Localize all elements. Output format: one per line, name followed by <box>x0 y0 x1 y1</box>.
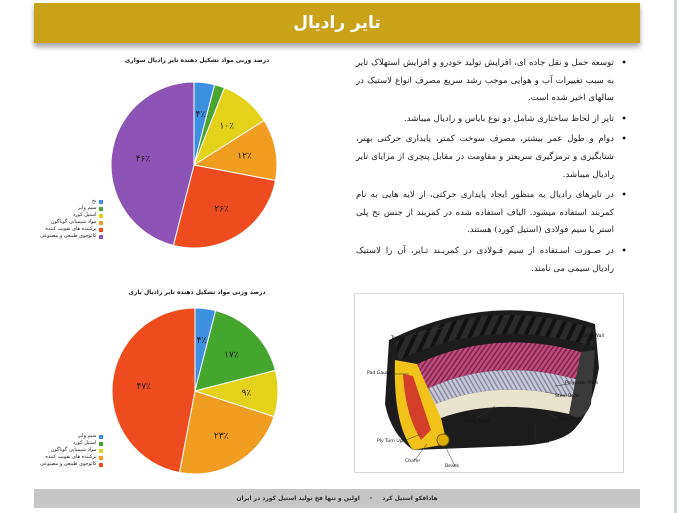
pie-slice-label: ۱۷٪ <box>224 350 239 361</box>
legend-item <box>40 440 103 447</box>
legend-swatch <box>99 463 103 467</box>
legend-item <box>40 233 103 240</box>
pie-slice-label: ۱۰٪ <box>219 121 235 132</box>
bullet-item: • دوام و طول عمر بیشتر، مصرف سوخت کمتر، پایداری حرکتی بهتر، شتابگیری و ترمزگیری سریعتر و مقاومت در مقابل پنچری از مزایای تایر رادیال میباشد. <box>356 131 628 184</box>
legend-item <box>40 447 103 454</box>
legend-swatch <box>99 235 103 239</box>
tire-label-ply-turn-up: Ply Turn Up <box>377 439 403 444</box>
legend-swatch <box>99 449 103 453</box>
tire-label-inner-liner: Inner Liner <box>465 419 490 424</box>
legend-swatch <box>99 207 103 211</box>
legend-item <box>40 212 103 219</box>
legend-swatch <box>99 214 103 218</box>
legend-swatch <box>99 442 103 446</box>
legend-item <box>40 454 103 461</box>
radial-tire-cutaway-image <box>354 293 624 473</box>
legend-item <box>40 219 103 226</box>
legend-item <box>40 461 103 468</box>
footer-tagline: اولین و تنها فخ تولید استیل کورد در ایران <box>236 495 360 502</box>
bullet-item: • در صـورت اسـتفاده از سیم فـولادی در کمربـند تـایر، آن را لاستیک رادیال سیمی می نامند. <box>356 243 628 278</box>
pie-chart-passenger-legend <box>40 198 103 240</box>
pie-slice-label: ۹٪ <box>241 388 252 399</box>
pie-slice-label: ۴۶٪ <box>135 154 151 165</box>
footer-separator: - <box>369 495 373 502</box>
pie-chart-truck-legend <box>40 433 103 468</box>
legend-label: کائوچوی طبیعی و مصنوعی <box>40 461 97 467</box>
legend-label: نخ <box>91 198 97 204</box>
legend-swatch <box>99 221 103 225</box>
tire-label-polyester-plies: Polyester Plies <box>565 381 599 386</box>
tire-label-beads: Beads <box>445 464 460 469</box>
legend-swatch <box>99 435 103 439</box>
chart-1-title: درصد وزنی مواد تشکیل دهنده تایر رادیال سواری <box>124 57 270 64</box>
footer-company: هادافکو استیل کرد <box>382 495 438 502</box>
pie-chart-passenger <box>109 80 279 250</box>
legend-label: سیم وایر <box>77 433 97 439</box>
legend-item <box>40 205 103 212</box>
bullet-list <box>356 55 628 281</box>
legend-item <box>40 226 103 233</box>
pie-chart-truck <box>110 306 280 476</box>
pie-slice-label: ۴۷٪ <box>136 382 152 393</box>
pie-slice-label: ۲۶٪ <box>214 204 229 215</box>
tire-label-side-wall: Side Wall <box>583 334 605 339</box>
pie-slice-label: ۴٪ <box>195 109 206 120</box>
legend-swatch <box>99 456 103 460</box>
legend-item <box>40 433 103 440</box>
legend-label: مواد شیمیایی گوناگون <box>50 447 97 453</box>
bullet-item: • در تایرهای رادیال به منظور ایجاد پایداری حرکتی، از لایه هایی به نام کمربند استفاده میشود. الیاف استفاده شده در کمربند از جنس نخ پلی استر یا سیم فولادی (استیل کورد) هستند. <box>356 187 628 240</box>
tire-label-body-plies: Body Plies <box>557 417 581 422</box>
legend-swatch <box>99 200 103 204</box>
tire-label-pad-gauge: Pad Gauge <box>367 371 392 376</box>
legend-label: سیم وایر <box>77 205 97 211</box>
footer-bar <box>34 489 640 508</box>
legend-label: استیل کورد <box>72 440 97 446</box>
legend-item <box>40 198 103 205</box>
pie-slice-label: ۱۲٪ <box>237 151 252 162</box>
tire-label-filler: Filler <box>539 440 550 445</box>
legend-label: پرکننده های تقویت کننده <box>45 226 97 232</box>
tire-label-chafer: Chafer <box>405 459 421 464</box>
bullet-item: • توسعه حمل و نقل جاده ای، افزایش تولید خودرو و افزایش استهلاک تایر به سبب تغییرات آب و هوایی موجب رشد سریع مصرف انواع لاستیک در سالهای اخیر شده است. <box>356 55 628 108</box>
legend-label: پرکننده های تقویت کننده <box>45 454 97 460</box>
slide-title: تایر رادیال <box>293 13 381 33</box>
legend-label: مواد شیمیایی گوناگون <box>50 219 97 225</box>
legend-swatch <box>99 228 103 232</box>
legend-label: کائوچوی طبیعی و مصنوعی <box>40 233 97 239</box>
tire-label-tread: Tread <box>391 336 404 341</box>
bullet-item: • تایر از لحاظ ساختاری شامل دو نوع بایاس و رادیال میباشد. <box>356 111 628 129</box>
legend-label: استیل کورد <box>72 212 97 218</box>
tire-label-steel-belts: Steel Belts <box>555 394 580 399</box>
title-bar <box>34 3 640 43</box>
pie-slice-label: ۴٪ <box>196 335 207 346</box>
chart-2-title: درصد وزنی مواد تشکیل دهنده تایر رادیال باری <box>128 289 266 296</box>
pie-slice-label: ۲۳٪ <box>213 431 229 442</box>
pie-slice <box>112 308 195 473</box>
